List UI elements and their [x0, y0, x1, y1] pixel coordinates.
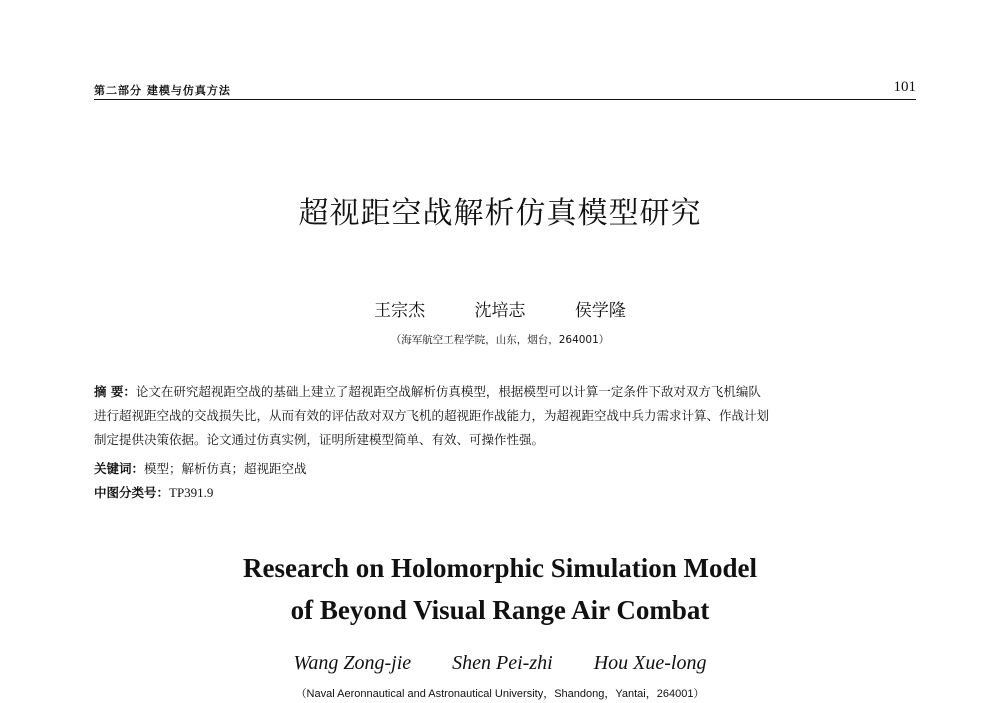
author-1-en: Wang Zong-jie	[293, 652, 412, 674]
page-number: 101	[893, 79, 916, 95]
abstract-line-2: 进行超视距空战的交战损失比，从而有效的评估敌对双方飞机的超视距作战能力，为超视距空战中兵力需求计算、作战计划	[94, 408, 770, 423]
chinese-affiliation: （海军航空工程学院，山东，烟台，264001）	[390, 334, 610, 346]
classification-value: TP391.9	[169, 485, 214, 500]
chinese-abstract	[94, 380, 916, 452]
classification-number	[94, 483, 916, 501]
chinese-title: 超视距空战解析仿真模型研究	[298, 196, 702, 231]
author-2-en: Shen Pei-zhi	[452, 652, 553, 674]
author-1-cn: 王宗杰	[374, 301, 426, 321]
english-affiliation: （Naval Aeronnautical and Astronautical University，Shandong，Yantai，264001）	[295, 688, 705, 700]
author-3-cn: 侯学隆	[574, 301, 626, 321]
keywords-label: 关键词：	[94, 461, 145, 476]
abstract-label: 摘 要：	[94, 384, 136, 399]
section-title: 第二部分 建模与仿真方法	[94, 84, 231, 97]
classification-label: 中图分类号：	[94, 485, 170, 500]
english-title-line-1: Research on Holomorphic Simulation Model	[242, 553, 757, 583]
abstract-line-3: 制定提供决策依据。论文通过仿真实例，证明所建模型简单、有效、可操作性强。	[94, 432, 545, 447]
keywords	[94, 459, 916, 477]
chinese-authors	[0, 296, 1000, 321]
keywords-value: 模型；解析仿真；超视距空战	[144, 461, 307, 476]
running-header	[94, 79, 916, 100]
author-3-en: Hou Xue-long	[593, 652, 707, 674]
english-authors	[0, 652, 1000, 675]
author-2-cn: 沈培志	[474, 301, 526, 321]
abstract-line-1: 摘 要：论文在研究超视距空战的基础上建立了超视距空战解析仿真模型，根据模型可以计算一定条件下敌对双方飞机编队	[94, 384, 761, 399]
english-title-line-2: of Beyond Visual Range Air Combat	[290, 595, 710, 625]
